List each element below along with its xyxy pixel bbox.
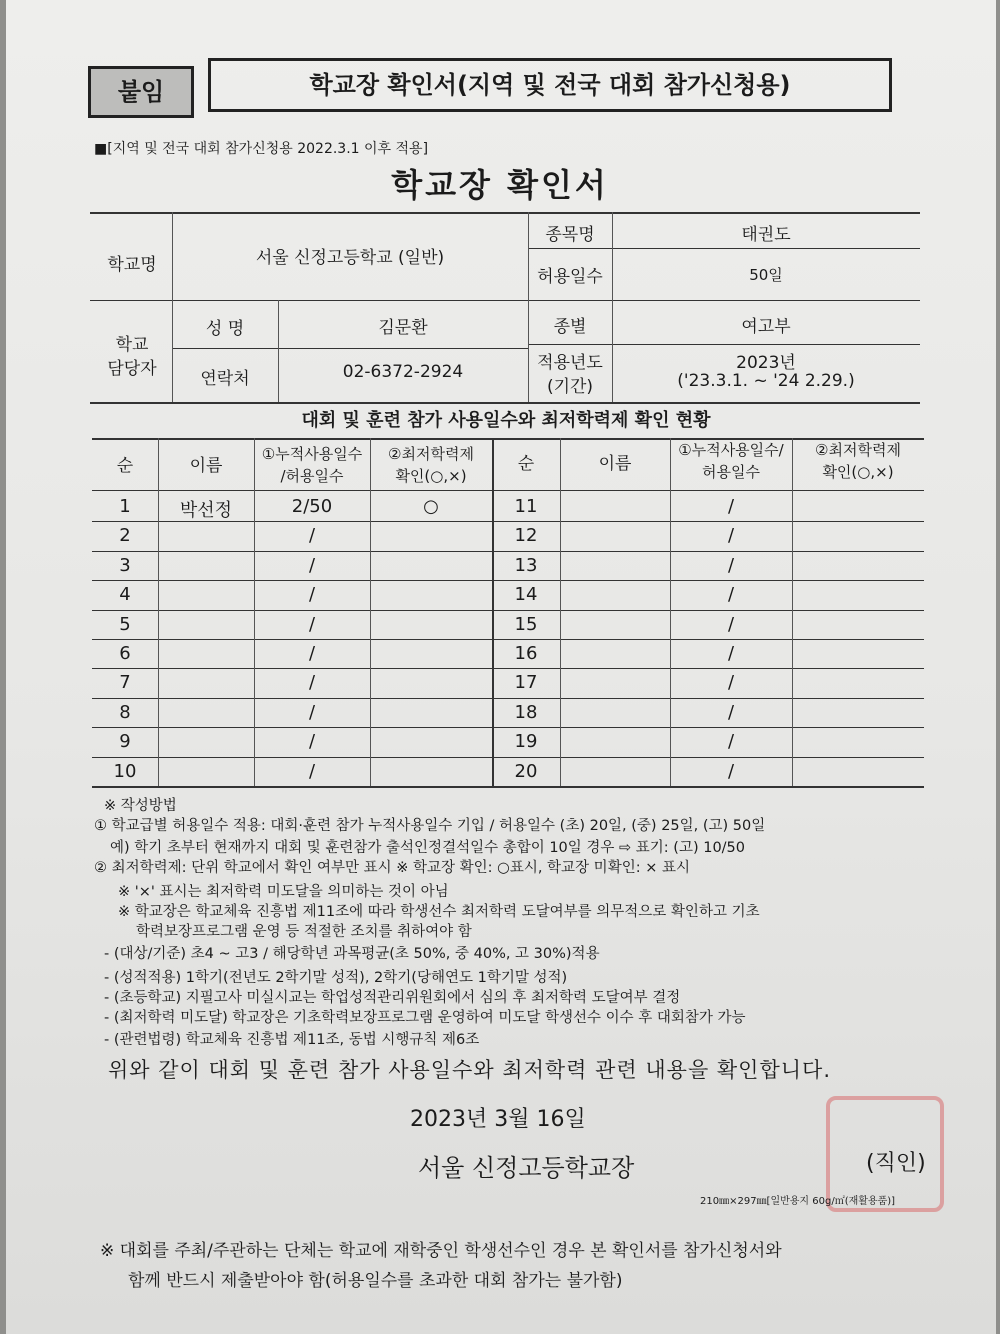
instruction-line: 예) 학기 초부터 현재까지 대회 및 훈련참가 출석인정결석일수 총합이 10일 경우 ⇨ 표기: (고) 10/50 <box>110 840 746 856</box>
cell-no: 13 <box>514 554 538 576</box>
cell-days: / <box>308 584 316 606</box>
cell-no: 9 <box>119 731 131 753</box>
grid-row-line <box>92 580 924 581</box>
footer-note-line2: 함께 반드시 제출받아야 함(허용일수를 초과한 대회 참가는 불가함) <box>128 1271 623 1291</box>
instruction-line: ※ 학교장은 학교체육 진흥법 제11조에 따라 학생선수 최저학력 도달여부를 의무적으로 확인하고 기초 <box>118 904 760 920</box>
grid-bottom <box>92 786 924 788</box>
cell-days: 2/50 <box>291 496 333 517</box>
grid-row-line <box>92 639 924 640</box>
cell-no: 20 <box>514 760 538 782</box>
allowed-days-value: 50일 <box>749 266 783 284</box>
cell-no: 7 <box>119 672 131 694</box>
cell-name: 박선정 <box>179 500 233 521</box>
info-line <box>172 348 528 349</box>
cell-no: 2 <box>119 525 131 547</box>
attachment-badge: 붙임 <box>88 66 194 118</box>
header-days-line1: ①누적사용일수 <box>261 445 363 463</box>
info-table-bottom <box>90 402 920 404</box>
staff-label-line1: 학교 <box>115 335 149 355</box>
cell-days: / <box>308 731 316 753</box>
contact-label: 연락처 <box>200 369 250 389</box>
grid-row-line <box>92 551 924 552</box>
grid-vline <box>158 438 159 786</box>
cell-no: 18 <box>514 701 538 723</box>
info-line <box>528 248 920 249</box>
instruction-line: ② 최저학력제: 단위 학교에서 확인 여부만 표시 ※ 학교장 확인: ○표시, 학교장 미확인: × 표시 <box>94 860 690 876</box>
grid-row-line <box>92 610 924 611</box>
confirmation-statement: 위와 같이 대회 및 훈련 참가 사용일수와 최저학력 관련 내용을 확인합니다. <box>108 1058 832 1082</box>
cell-days: / <box>308 613 316 635</box>
cell-no: 6 <box>119 643 131 664</box>
cell-days: / <box>727 554 735 576</box>
header-check-line1: ②최저학력제 <box>388 445 474 463</box>
header-check-right-line1: ②최저학력제 <box>815 441 901 459</box>
grid-vline <box>370 438 371 786</box>
year-label-line2: (기간) <box>546 377 594 397</box>
cell-days: / <box>727 760 735 782</box>
cell-days: / <box>308 701 316 723</box>
instruction-line: ① 학교급별 허용일수 적용: 대회·훈련 참가 누적사용일수 기입 / 허용일수 (초) 20일, (중) 25일, (고) 50일 <box>94 818 766 834</box>
cell-no: 12 <box>514 525 538 547</box>
sport-label: 종목명 <box>545 225 595 245</box>
year-label-line1: 적용년도 <box>537 353 603 373</box>
info-table-top <box>90 212 920 214</box>
header-days-right-line2: 허용일수 <box>702 463 760 481</box>
category-value: 여고부 <box>741 317 791 337</box>
grid-row-line <box>92 698 924 699</box>
grid-row-line <box>92 757 924 758</box>
cell-days: / <box>308 672 316 694</box>
applicability-note: ■[지역 및 전국 대회 참가신청용 2022.3.1 이후 적용] <box>94 141 429 157</box>
info-line <box>528 344 920 345</box>
instruction-line: - (관련법령) 학교체육 진흥법 제11조, 동법 시행규칙 제6조 <box>104 1032 480 1048</box>
grid-vline <box>560 438 561 786</box>
header-days-line2: /허용일수 <box>280 467 344 485</box>
year-period: ('23.3.1. ~ '24 2.29.) <box>677 371 855 391</box>
footer-note-line1: ※ 대회를 주최/주관하는 단체는 학교에 재학중인 학생선수인 경우 본 확인서를 참가신청서와 <box>100 1241 782 1261</box>
header-no: 순 <box>116 456 134 476</box>
instruction-line: - (대상/기준) 초4 ~ 고3 / 해당학년 과목평균(초 50%, 중 40%, 고 30%)적용 <box>104 946 600 962</box>
cell-days: / <box>308 554 316 576</box>
cell-days: / <box>727 731 735 753</box>
grid-row-line <box>92 727 924 728</box>
cell-days: / <box>727 643 735 664</box>
cell-days: / <box>308 760 316 782</box>
grid-row-line <box>92 668 924 669</box>
cell-no: 8 <box>119 701 131 723</box>
issue-date: 2023년 3월 16일 <box>410 1107 586 1132</box>
principal-title: 서울 신정고등학교장 <box>418 1154 635 1182</box>
seal-label: (직인) <box>866 1151 926 1176</box>
header-days-right-line1: ①누적사용일수/ <box>678 441 784 459</box>
header-name: 이름 <box>189 456 223 476</box>
header-title-box: 학교장 확인서(지역 및 전국 대회 참가신청용) <box>208 58 892 112</box>
name-label: 성 명 <box>205 319 245 339</box>
header-check-right-line2: 확인(○,×) <box>822 463 894 481</box>
document-title: 학교장 확인서 <box>391 166 609 204</box>
paper-spec: 210㎜×297㎜[일반용지 60g/㎡(재활용품)] <box>700 1196 896 1207</box>
cell-days: / <box>727 584 735 606</box>
header-no-right: 순 <box>517 454 535 474</box>
cell-days: / <box>727 672 735 694</box>
cell-no: 11 <box>514 496 538 517</box>
allowed-days-label: 허용일수 <box>537 267 603 287</box>
category-label: 종별 <box>553 317 587 337</box>
cell-no: 14 <box>514 584 538 606</box>
cell-no: 3 <box>119 554 131 576</box>
cell-no: 15 <box>514 613 538 635</box>
info-line <box>90 300 920 301</box>
staff-label-line2: 담당자 <box>107 359 157 379</box>
instruction-line: ※ 작성방법 <box>104 798 177 814</box>
cell-days: / <box>727 701 735 723</box>
contact-value: 02-6372-2924 <box>342 362 464 382</box>
school-value: 서울 신정고등학교 (일반) <box>255 248 445 268</box>
name-value: 김문환 <box>378 318 428 338</box>
cell-no: 4 <box>119 584 131 606</box>
cell-days: / <box>727 613 735 635</box>
cell-no: 5 <box>119 613 131 635</box>
cell-no: 17 <box>514 672 538 694</box>
grid-vline <box>792 438 793 786</box>
instruction-line: ※ '×' 표시는 최저학력 미도달을 의미하는 것이 아님 <box>118 884 449 900</box>
cell-days: / <box>727 525 735 547</box>
school-label: 학교명 <box>107 255 157 275</box>
header-name-right: 이름 <box>598 454 632 474</box>
instruction-line: - (성적적용) 1학기(전년도 2학기말 성적), 2학기(당해연도 1학기말 성적) <box>104 970 568 986</box>
cell-no: 16 <box>514 643 538 664</box>
instruction-line: - (초등학교) 지필고사 미실시교는 학업성적관리위원회에서 심의 후 최저학력 도달여부 결정 <box>104 990 681 1006</box>
section-title: 대회 및 훈련 참가 사용일수와 최저학력제 확인 현황 <box>301 410 711 431</box>
cell-days: / <box>308 525 316 547</box>
cell-no: 19 <box>514 731 538 753</box>
cell-check: ○ <box>423 496 439 517</box>
sport-value: 태권도 <box>741 225 791 245</box>
cell-days: / <box>727 496 735 517</box>
grid-header-bottom <box>92 490 924 491</box>
instruction-line: - (최저학력 미도달) 학교장은 기초학력보장프로그램 운영하여 미도달 학생선수 이수 후 대회참가 가능 <box>104 1010 746 1026</box>
year-value: 2023년 <box>736 353 796 373</box>
instruction-line: 학력보장프로그램 운영 등 적절한 조치를 취하여야 함 <box>136 924 472 940</box>
cell-no: 10 <box>113 760 137 782</box>
cell-days: / <box>308 643 316 664</box>
cell-no: 1 <box>119 496 131 517</box>
header-check-line2: 확인(○,×) <box>395 467 467 485</box>
